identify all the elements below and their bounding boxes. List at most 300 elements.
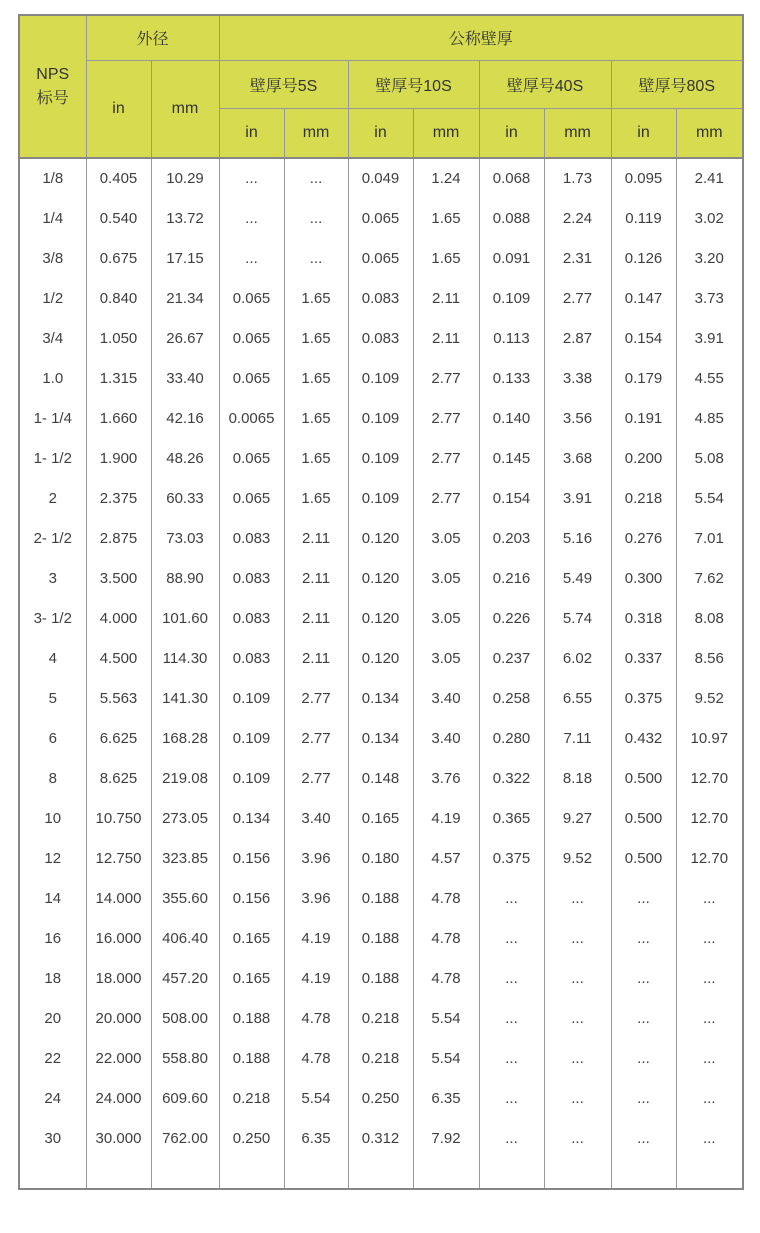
s10-in-cell: 0.188: [348, 958, 413, 998]
nps-cell: 1/4: [19, 198, 86, 238]
s40-mm-cell: 2.24: [544, 198, 611, 238]
empty-cell: [611, 1158, 676, 1189]
s10-mm-cell: 3.40: [413, 718, 479, 758]
s10-in-cell: 0.134: [348, 678, 413, 718]
od-mm-cell: 168.28: [151, 718, 219, 758]
s80-mm-cell: 7.62: [676, 558, 743, 598]
nps-cell: 22: [19, 1038, 86, 1078]
table-row: [19, 638, 743, 678]
s5-mm-cell: 2.11: [284, 598, 348, 638]
s40-in-cell: 0.140: [479, 398, 544, 438]
s40-in-cell: ...: [479, 1038, 544, 1078]
header-10s-unit-in: in: [348, 108, 413, 158]
table-row: [19, 198, 743, 238]
s10-in-cell: 0.109: [348, 398, 413, 438]
s5-mm-cell: 2.77: [284, 678, 348, 718]
header-schedule-80s: 壁厚号80S: [611, 60, 743, 108]
nps-cell: 3/4: [19, 318, 86, 358]
s80-mm-cell: 8.56: [676, 638, 743, 678]
s80-mm-cell: 10.97: [676, 718, 743, 758]
s5-in-cell: 0.065: [219, 438, 284, 478]
header-40s-unit-in: in: [479, 108, 544, 158]
s5-mm-cell: 1.65: [284, 398, 348, 438]
s10-in-cell: 0.120: [348, 638, 413, 678]
s10-in-cell: 0.120: [348, 598, 413, 638]
nps-cell: 2- 1/2: [19, 518, 86, 558]
s80-mm-cell: ...: [676, 1118, 743, 1158]
s5-mm-cell: 3.96: [284, 878, 348, 918]
s5-in-cell: 0.250: [219, 1118, 284, 1158]
od-in-cell: 0.405: [86, 158, 151, 198]
od-mm-cell: 26.67: [151, 318, 219, 358]
od-in-cell: 10.750: [86, 798, 151, 838]
nps-cell: 6: [19, 718, 86, 758]
s40-mm-cell: 7.11: [544, 718, 611, 758]
s80-in-cell: 0.147: [611, 278, 676, 318]
s5-in-cell: ...: [219, 158, 284, 198]
od-mm-cell: 406.40: [151, 918, 219, 958]
s5-in-cell: 0.188: [219, 1038, 284, 1078]
s10-mm-cell: 4.78: [413, 958, 479, 998]
s40-in-cell: 0.258: [479, 678, 544, 718]
s10-in-cell: 0.250: [348, 1078, 413, 1118]
s40-in-cell: 0.145: [479, 438, 544, 478]
empty-cell: [348, 1158, 413, 1189]
s10-in-cell: 0.109: [348, 478, 413, 518]
s80-mm-cell: 3.91: [676, 318, 743, 358]
od-in-cell: 22.000: [86, 1038, 151, 1078]
header-nps-line2: 标号: [36, 89, 69, 107]
s80-in-cell: 0.200: [611, 438, 676, 478]
nps-cell: 20: [19, 998, 86, 1038]
table-row: [19, 718, 743, 758]
nps-cell: 2: [19, 478, 86, 518]
table-row: [19, 398, 743, 438]
s40-in-cell: 0.088: [479, 198, 544, 238]
s40-in-cell: 0.237: [479, 638, 544, 678]
nps-cell: 4: [19, 638, 86, 678]
s5-in-cell: 0.083: [219, 598, 284, 638]
table-row: [19, 278, 743, 318]
table-body: [19, 158, 743, 1189]
od-mm-cell: 42.16: [151, 398, 219, 438]
s10-in-cell: 0.049: [348, 158, 413, 198]
s40-mm-cell: 5.74: [544, 598, 611, 638]
s10-mm-cell: 4.57: [413, 838, 479, 878]
s10-mm-cell: 2.11: [413, 318, 479, 358]
s10-in-cell: 0.188: [348, 878, 413, 918]
s5-mm-cell: 4.19: [284, 958, 348, 998]
s5-in-cell: 0.165: [219, 918, 284, 958]
od-in-cell: 8.625: [86, 758, 151, 798]
header-schedule-5s: 壁厚号5S: [219, 60, 348, 108]
nps-cell: 5: [19, 678, 86, 718]
s40-mm-cell: 5.16: [544, 518, 611, 558]
s40-in-cell: 0.091: [479, 238, 544, 278]
s5-mm-cell: ...: [284, 158, 348, 198]
s10-in-cell: 0.134: [348, 718, 413, 758]
od-in-cell: 14.000: [86, 878, 151, 918]
empty-cell: [284, 1158, 348, 1189]
nps-cell: 16: [19, 918, 86, 958]
s5-mm-cell: 2.11: [284, 518, 348, 558]
header-nps-line1: NPS: [36, 66, 70, 84]
s80-in-cell: 0.500: [611, 758, 676, 798]
s80-in-cell: ...: [611, 1078, 676, 1118]
nps-cell: 8: [19, 758, 86, 798]
s40-in-cell: 0.068: [479, 158, 544, 198]
s40-mm-cell: ...: [544, 878, 611, 918]
s10-mm-cell: 2.77: [413, 398, 479, 438]
s10-in-cell: 0.083: [348, 318, 413, 358]
od-in-cell: 12.750: [86, 838, 151, 878]
empty-cell: [544, 1158, 611, 1189]
od-in-cell: 1.900: [86, 438, 151, 478]
s5-mm-cell: 1.65: [284, 478, 348, 518]
header-nominal-wall-thickness: 公称壁厚: [219, 15, 743, 60]
nps-cell: 1- 1/2: [19, 438, 86, 478]
table-row: [19, 1038, 743, 1078]
s80-in-cell: ...: [611, 998, 676, 1038]
s10-in-cell: 0.109: [348, 438, 413, 478]
od-in-cell: 1.050: [86, 318, 151, 358]
s40-mm-cell: 8.18: [544, 758, 611, 798]
s80-in-cell: 0.432: [611, 718, 676, 758]
s40-in-cell: 0.216: [479, 558, 544, 598]
s10-in-cell: 0.148: [348, 758, 413, 798]
empty-cell: [676, 1158, 743, 1189]
header-5s-unit-in: in: [219, 108, 284, 158]
od-mm-cell: 101.60: [151, 598, 219, 638]
s10-in-cell: 0.120: [348, 518, 413, 558]
s80-mm-cell: ...: [676, 1038, 743, 1078]
s5-mm-cell: 2.11: [284, 638, 348, 678]
s40-in-cell: 0.365: [479, 798, 544, 838]
s10-mm-cell: 3.76: [413, 758, 479, 798]
od-in-cell: 4.000: [86, 598, 151, 638]
s10-mm-cell: 3.05: [413, 518, 479, 558]
s5-mm-cell: 2.77: [284, 718, 348, 758]
table-row: [19, 918, 743, 958]
s10-mm-cell: 1.65: [413, 238, 479, 278]
s10-in-cell: 0.109: [348, 358, 413, 398]
s80-in-cell: 0.218: [611, 478, 676, 518]
empty-cell: [219, 1158, 284, 1189]
table-row: [19, 478, 743, 518]
s5-in-cell: 0.083: [219, 638, 284, 678]
s80-mm-cell: 7.01: [676, 518, 743, 558]
s10-in-cell: 0.180: [348, 838, 413, 878]
od-mm-cell: 48.26: [151, 438, 219, 478]
header-80s-unit-in: in: [611, 108, 676, 158]
s40-mm-cell: 3.38: [544, 358, 611, 398]
s5-mm-cell: 4.19: [284, 918, 348, 958]
s40-mm-cell: 6.55: [544, 678, 611, 718]
od-in-cell: 0.840: [86, 278, 151, 318]
s10-mm-cell: 6.35: [413, 1078, 479, 1118]
s5-in-cell: 0.109: [219, 718, 284, 758]
s5-in-cell: 0.083: [219, 518, 284, 558]
s10-in-cell: 0.218: [348, 998, 413, 1038]
od-mm-cell: 323.85: [151, 838, 219, 878]
s5-in-cell: 0.165: [219, 958, 284, 998]
s40-in-cell: 0.109: [479, 278, 544, 318]
s5-in-cell: 0.065: [219, 358, 284, 398]
nps-cell: 1/8: [19, 158, 86, 198]
s80-mm-cell: ...: [676, 1078, 743, 1118]
nps-cell: 18: [19, 958, 86, 998]
s80-mm-cell: 4.55: [676, 358, 743, 398]
od-in-cell: 2.375: [86, 478, 151, 518]
s80-mm-cell: 8.08: [676, 598, 743, 638]
s40-mm-cell: ...: [544, 958, 611, 998]
header-schedule-10s: 壁厚号10S: [348, 60, 479, 108]
s10-in-cell: 0.065: [348, 198, 413, 238]
od-in-cell: 2.875: [86, 518, 151, 558]
s10-mm-cell: 4.78: [413, 878, 479, 918]
s80-mm-cell: 12.70: [676, 758, 743, 798]
header-od-unit-mm: mm: [151, 60, 219, 158]
header-od-unit-in: in: [86, 60, 151, 158]
header-5s-unit-mm: mm: [284, 108, 348, 158]
s80-in-cell: 0.095: [611, 158, 676, 198]
s80-mm-cell: 12.70: [676, 798, 743, 838]
s80-in-cell: ...: [611, 1038, 676, 1078]
s80-in-cell: 0.126: [611, 238, 676, 278]
s80-in-cell: 0.500: [611, 838, 676, 878]
table-row: [19, 878, 743, 918]
empty-cell: [413, 1158, 479, 1189]
s5-mm-cell: 3.40: [284, 798, 348, 838]
od-in-cell: 24.000: [86, 1078, 151, 1118]
s40-mm-cell: 5.49: [544, 558, 611, 598]
s80-mm-cell: 3.73: [676, 278, 743, 318]
s80-mm-cell: ...: [676, 918, 743, 958]
s40-mm-cell: ...: [544, 1118, 611, 1158]
s10-mm-cell: 5.54: [413, 998, 479, 1038]
s40-mm-cell: 9.27: [544, 798, 611, 838]
s5-mm-cell: 6.35: [284, 1118, 348, 1158]
empty-cell: [479, 1158, 544, 1189]
s10-mm-cell: 2.77: [413, 438, 479, 478]
s80-mm-cell: 3.20: [676, 238, 743, 278]
s80-in-cell: 0.179: [611, 358, 676, 398]
od-in-cell: 6.625: [86, 718, 151, 758]
nps-cell: 1.0: [19, 358, 86, 398]
table-row: [19, 558, 743, 598]
od-mm-cell: 355.60: [151, 878, 219, 918]
s40-mm-cell: 3.56: [544, 398, 611, 438]
od-mm-cell: 13.72: [151, 198, 219, 238]
s80-mm-cell: 9.52: [676, 678, 743, 718]
s80-in-cell: 0.500: [611, 798, 676, 838]
s40-mm-cell: 3.91: [544, 478, 611, 518]
table-row: [19, 438, 743, 478]
od-mm-cell: 141.30: [151, 678, 219, 718]
header-40s-unit-mm: mm: [544, 108, 611, 158]
s10-in-cell: 0.165: [348, 798, 413, 838]
header-outer-diameter: 外径: [86, 15, 219, 60]
s40-mm-cell: 2.77: [544, 278, 611, 318]
table-row: [19, 358, 743, 398]
s5-in-cell: 0.0065: [219, 398, 284, 438]
s5-mm-cell: 5.54: [284, 1078, 348, 1118]
s80-in-cell: 0.318: [611, 598, 676, 638]
s5-in-cell: 0.156: [219, 878, 284, 918]
nps-cell: 12: [19, 838, 86, 878]
empty-cell: [86, 1158, 151, 1189]
nps-cell: 14: [19, 878, 86, 918]
s80-in-cell: 0.300: [611, 558, 676, 598]
od-mm-cell: 73.03: [151, 518, 219, 558]
table-row: [19, 318, 743, 358]
s5-in-cell: 0.109: [219, 758, 284, 798]
s80-in-cell: 0.119: [611, 198, 676, 238]
nps-cell: 1- 1/4: [19, 398, 86, 438]
od-mm-cell: 558.80: [151, 1038, 219, 1078]
s5-mm-cell: 4.78: [284, 1038, 348, 1078]
od-mm-cell: 762.00: [151, 1118, 219, 1158]
s80-mm-cell: 3.02: [676, 198, 743, 238]
table-row: [19, 678, 743, 718]
od-in-cell: 0.675: [86, 238, 151, 278]
nps-cell: 3- 1/2: [19, 598, 86, 638]
od-in-cell: 5.563: [86, 678, 151, 718]
od-mm-cell: 457.20: [151, 958, 219, 998]
s40-in-cell: ...: [479, 878, 544, 918]
s10-mm-cell: 3.05: [413, 638, 479, 678]
s40-mm-cell: 3.68: [544, 438, 611, 478]
od-mm-cell: 33.40: [151, 358, 219, 398]
s80-mm-cell: 4.85: [676, 398, 743, 438]
s40-in-cell: ...: [479, 918, 544, 958]
s40-mm-cell: ...: [544, 1038, 611, 1078]
empty-cell: [19, 1158, 86, 1189]
s80-mm-cell: 2.41: [676, 158, 743, 198]
s10-in-cell: 0.065: [348, 238, 413, 278]
s80-in-cell: 0.191: [611, 398, 676, 438]
s40-mm-cell: 6.02: [544, 638, 611, 678]
s10-mm-cell: 5.54: [413, 1038, 479, 1078]
od-in-cell: 16.000: [86, 918, 151, 958]
s5-in-cell: 0.065: [219, 278, 284, 318]
s40-in-cell: ...: [479, 998, 544, 1038]
table-row: [19, 598, 743, 638]
s10-mm-cell: 2.11: [413, 278, 479, 318]
table-row: [19, 998, 743, 1038]
s40-in-cell: 0.154: [479, 478, 544, 518]
s80-in-cell: 0.276: [611, 518, 676, 558]
nps-cell: 3: [19, 558, 86, 598]
s10-mm-cell: 3.05: [413, 598, 479, 638]
s80-mm-cell: ...: [676, 998, 743, 1038]
od-in-cell: 1.315: [86, 358, 151, 398]
s80-in-cell: 0.337: [611, 638, 676, 678]
s5-mm-cell: 2.11: [284, 558, 348, 598]
nps-cell: 30: [19, 1118, 86, 1158]
s5-mm-cell: 4.78: [284, 998, 348, 1038]
od-mm-cell: 114.30: [151, 638, 219, 678]
empty-spacer-row: [19, 1158, 743, 1189]
s5-mm-cell: 1.65: [284, 438, 348, 478]
s10-mm-cell: 2.77: [413, 358, 479, 398]
s5-in-cell: 0.065: [219, 478, 284, 518]
od-mm-cell: 219.08: [151, 758, 219, 798]
s80-in-cell: ...: [611, 918, 676, 958]
s10-in-cell: 0.188: [348, 918, 413, 958]
table-row: [19, 798, 743, 838]
od-in-cell: 18.000: [86, 958, 151, 998]
s80-in-cell: 0.375: [611, 678, 676, 718]
s40-in-cell: ...: [479, 1118, 544, 1158]
s40-mm-cell: 2.87: [544, 318, 611, 358]
s5-mm-cell: 2.77: [284, 758, 348, 798]
od-in-cell: 3.500: [86, 558, 151, 598]
s5-mm-cell: 3.96: [284, 838, 348, 878]
od-in-cell: 4.500: [86, 638, 151, 678]
s10-mm-cell: 1.65: [413, 198, 479, 238]
s10-mm-cell: 1.24: [413, 158, 479, 198]
s5-mm-cell: ...: [284, 198, 348, 238]
s40-mm-cell: 9.52: [544, 838, 611, 878]
s5-in-cell: 0.109: [219, 678, 284, 718]
s5-in-cell: 0.156: [219, 838, 284, 878]
table-row: [19, 158, 743, 198]
nps-cell: 1/2: [19, 278, 86, 318]
s5-in-cell: ...: [219, 198, 284, 238]
s5-mm-cell: 1.65: [284, 358, 348, 398]
od-mm-cell: 508.00: [151, 998, 219, 1038]
nps-cell: 3/8: [19, 238, 86, 278]
s10-mm-cell: 2.77: [413, 478, 479, 518]
s40-in-cell: 0.322: [479, 758, 544, 798]
s80-mm-cell: ...: [676, 958, 743, 998]
od-mm-cell: 273.05: [151, 798, 219, 838]
table-row: [19, 1078, 743, 1118]
header-schedule-40s: 壁厚号40S: [479, 60, 611, 108]
od-mm-cell: 10.29: [151, 158, 219, 198]
s80-mm-cell: 5.54: [676, 478, 743, 518]
od-mm-cell: 17.15: [151, 238, 219, 278]
s5-mm-cell: 1.65: [284, 318, 348, 358]
table-row: [19, 838, 743, 878]
s40-mm-cell: 1.73: [544, 158, 611, 198]
table-row: [19, 958, 743, 998]
s40-in-cell: 0.113: [479, 318, 544, 358]
s10-in-cell: 0.120: [348, 558, 413, 598]
nps-cell: 24: [19, 1078, 86, 1118]
od-mm-cell: 60.33: [151, 478, 219, 518]
s5-mm-cell: 1.65: [284, 278, 348, 318]
od-mm-cell: 88.90: [151, 558, 219, 598]
s10-in-cell: 0.083: [348, 278, 413, 318]
table-row: [19, 1118, 743, 1158]
header-nps: [19, 15, 86, 158]
empty-cell: [151, 1158, 219, 1189]
s40-in-cell: ...: [479, 958, 544, 998]
s80-in-cell: ...: [611, 1118, 676, 1158]
s40-mm-cell: ...: [544, 998, 611, 1038]
s10-mm-cell: 4.78: [413, 918, 479, 958]
s40-in-cell: 0.280: [479, 718, 544, 758]
s10-mm-cell: 7.92: [413, 1118, 479, 1158]
table-row: [19, 518, 743, 558]
od-mm-cell: 21.34: [151, 278, 219, 318]
s5-in-cell: ...: [219, 238, 284, 278]
s80-mm-cell: 12.70: [676, 838, 743, 878]
table-row: [19, 238, 743, 278]
table-row: [19, 758, 743, 798]
